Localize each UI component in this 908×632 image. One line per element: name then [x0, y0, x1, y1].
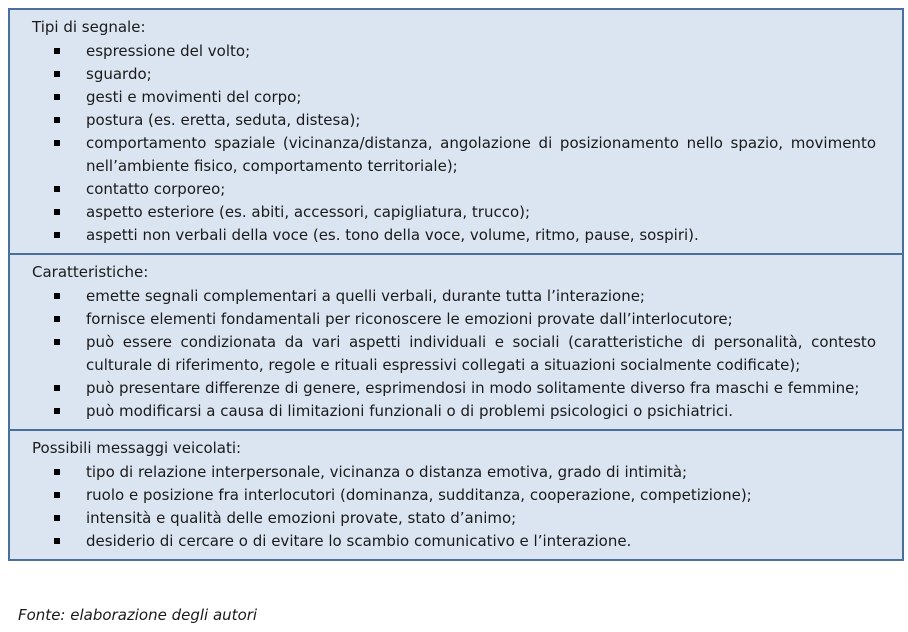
bullet-icon: [54, 94, 60, 100]
section-title: Possibili messaggi veicolati:: [32, 439, 242, 457]
list-item: [32, 484, 876, 507]
bullet-icon: [54, 469, 60, 475]
list-item: [32, 285, 876, 308]
section-signal-types: [10, 10, 902, 253]
list-item-text: aspetti non verbali della voce (es. tono della voce, volume, ritmo, pause, sospiri).: [86, 226, 699, 244]
list-item-text: gesti e movimenti del corpo;: [86, 88, 302, 106]
list-item: [32, 224, 876, 247]
list-item-text: postura (es. eretta, seduta, distesa);: [86, 111, 361, 129]
bullet-icon: [54, 232, 60, 238]
bullet-icon: [54, 293, 60, 299]
bullet-icon: [54, 117, 60, 123]
list-item: [32, 377, 876, 400]
list-item: [32, 507, 876, 530]
list-item: [32, 63, 876, 86]
list-item-text: può presentare differenze di genere, esprimendosi in modo solitamente diverso fra maschi e femmine;: [86, 379, 860, 397]
list-item-text: comportamento spaziale (vicinanza/distanza, angolazione di posizionamento nello spazio, movimento nell’ambiente fisico, comportamento territoriale);: [86, 134, 876, 175]
list-item: [32, 331, 876, 377]
bullet-list: [32, 285, 876, 423]
bullet-icon: [54, 538, 60, 544]
list-item: [32, 461, 876, 484]
list-item-text: aspetto esteriore (es. abiti, accessori, capigliatura, trucco);: [86, 203, 531, 221]
bullet-icon: [54, 515, 60, 521]
bullet-icon: [54, 186, 60, 192]
list-item: [32, 400, 876, 423]
list-item-text: contatto corporeo;: [86, 180, 226, 198]
list-item-text: tipo di relazione interpersonale, vicinanza o distanza emotiva, grado di intimità;: [86, 463, 688, 481]
list-item: [32, 40, 876, 63]
list-item-text: fornisce elementi fondamentali per riconoscere le emozioni provate dall’interlocutore;: [86, 310, 733, 328]
list-item: [32, 132, 876, 178]
list-item-text: ruolo e posizione fra interlocutori (dominanza, sudditanza, cooperazione, competizione);: [86, 486, 752, 504]
source-caption: Fonte: elaborazione degli autori: [18, 606, 258, 624]
bullet-icon: [54, 385, 60, 391]
list-item-text: espressione del volto;: [86, 42, 251, 60]
list-item-text: può modificarsi a causa di limitazioni funzionali o di problemi psicologici o psichiatrici.: [86, 402, 734, 420]
list-item-text: può essere condizionata da vari aspetti individuali e sociali (caratteristiche di personalità, contesto culturale di riferimento, regole e rituali espressivi collegati a situazioni socialmente codificate);: [86, 333, 876, 374]
bullet-icon: [54, 48, 60, 54]
bullet-list: [32, 461, 876, 553]
list-item-text: emette segnali complementari a quelli verbali, durante tutta l’interazione;: [86, 287, 645, 305]
list-item: [32, 530, 876, 553]
bullet-icon: [54, 408, 60, 414]
section-title: Caratteristiche:: [32, 263, 149, 281]
bullet-icon: [54, 140, 60, 146]
bullet-icon: [54, 492, 60, 498]
section-messages: [10, 429, 902, 559]
list-item: [32, 86, 876, 109]
bullet-list: [32, 40, 876, 247]
list-item-text: desiderio di cercare o di evitare lo scambio comunicativo e l’interazione.: [86, 532, 632, 550]
list-item-text: sguardo;: [86, 65, 152, 83]
list-item-text: intensità e qualità delle emozioni provate, stato d’animo;: [86, 509, 517, 527]
list-item: [32, 178, 876, 201]
section-title: Tipi di segnale:: [32, 18, 146, 36]
section-characteristics: [10, 253, 902, 429]
list-item: [32, 201, 876, 224]
bullet-icon: [54, 71, 60, 77]
bullet-icon: [54, 316, 60, 322]
bullet-icon: [54, 339, 60, 345]
info-table: [8, 8, 904, 561]
list-item: [32, 109, 876, 132]
list-item: [32, 308, 876, 331]
bullet-icon: [54, 209, 60, 215]
